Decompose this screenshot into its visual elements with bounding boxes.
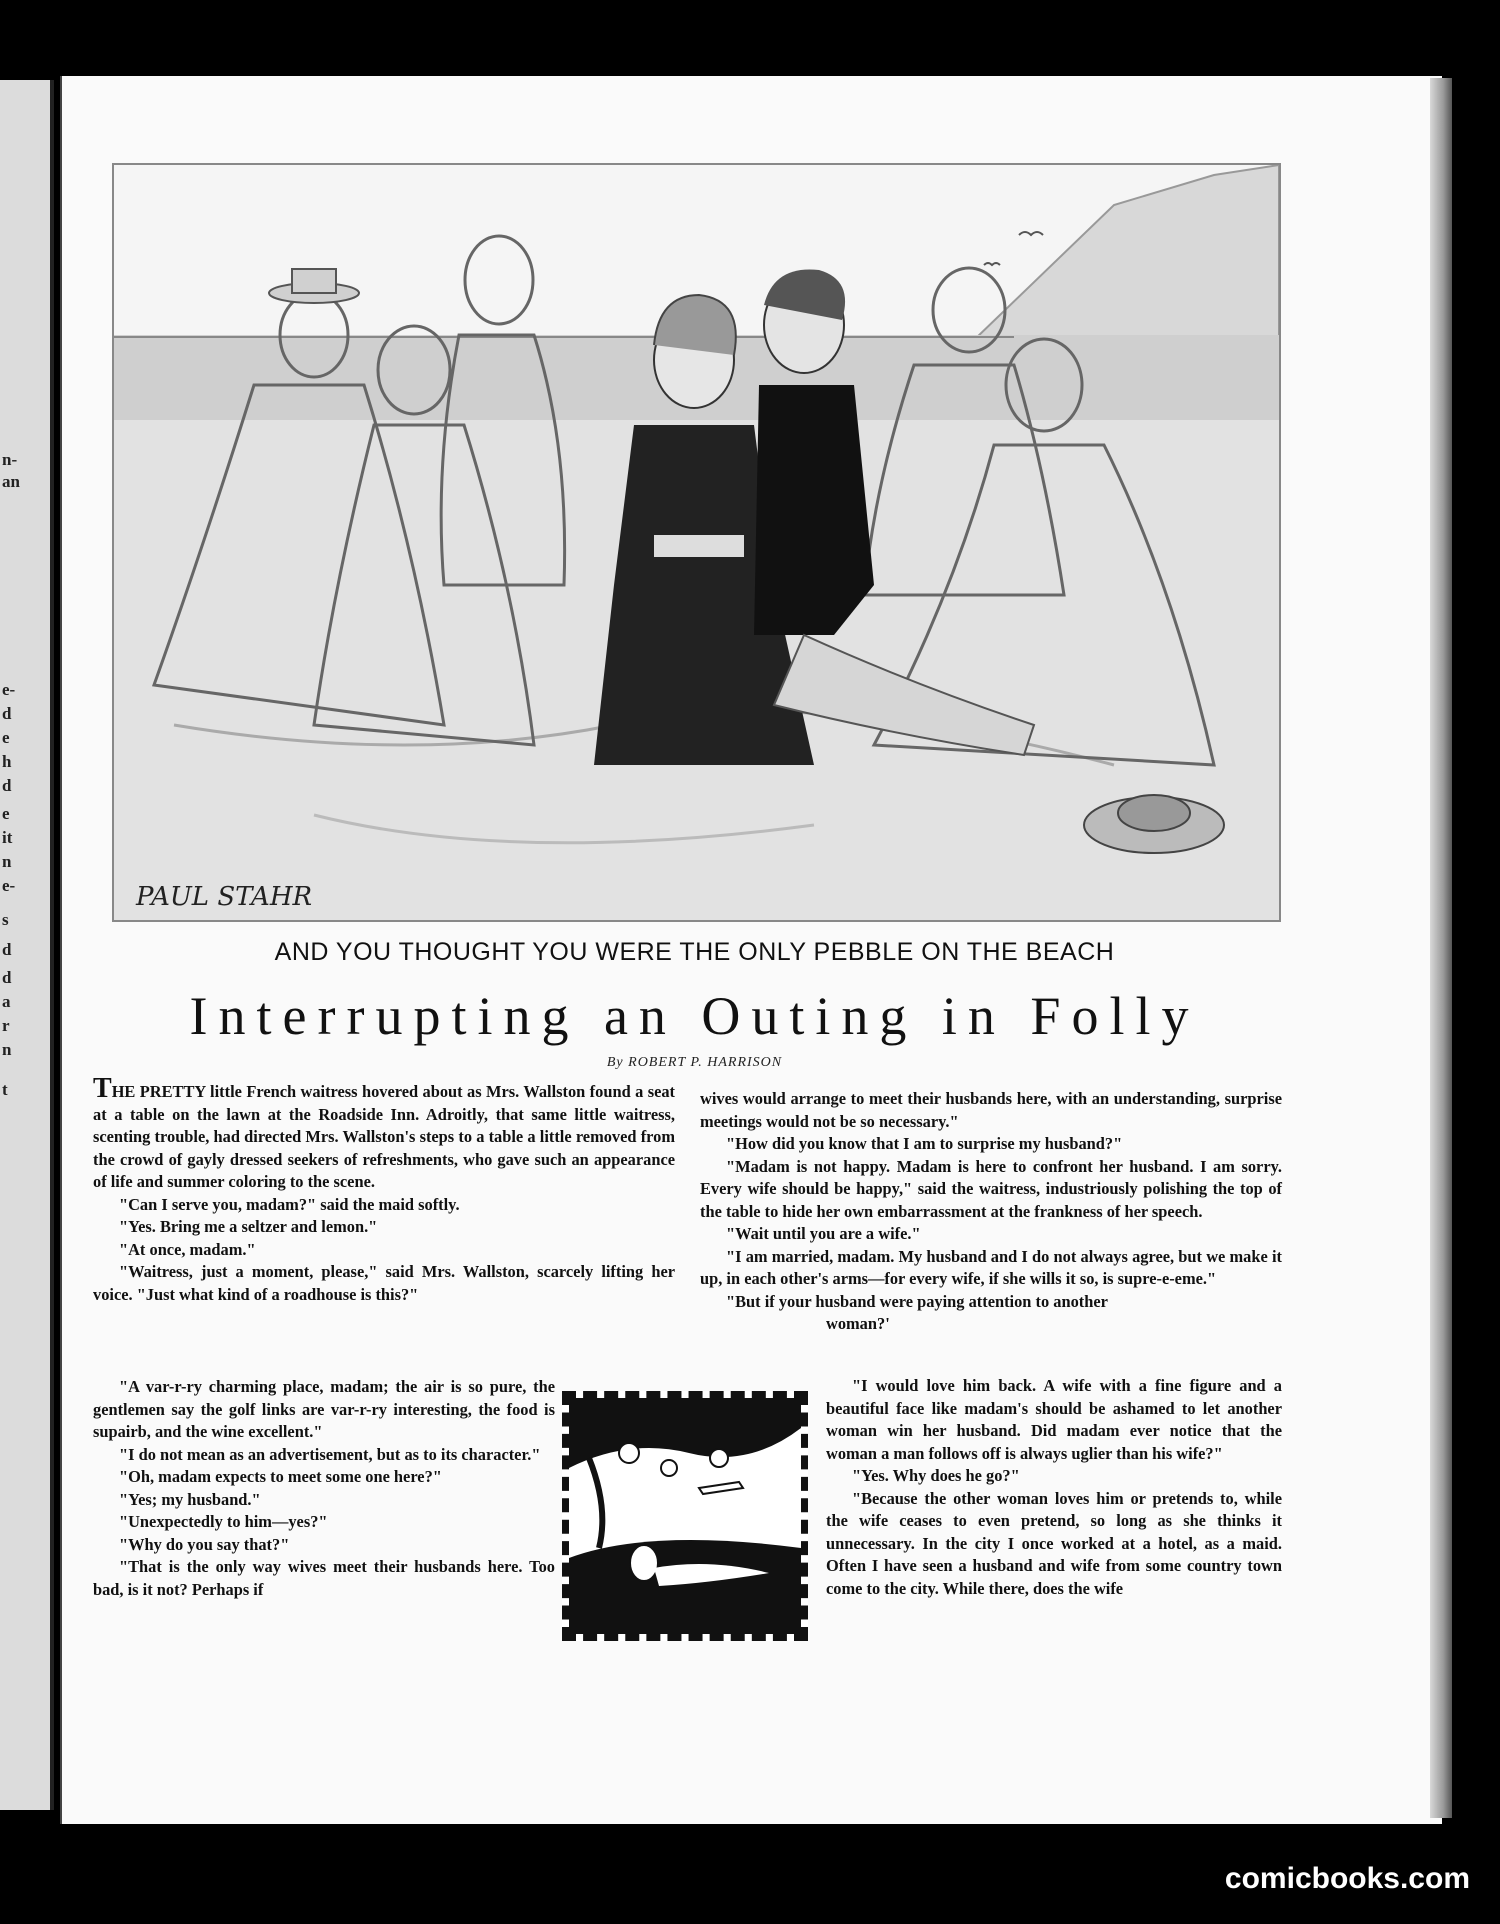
left-page-edge xyxy=(0,80,54,1810)
facing-page-fragment: t xyxy=(2,1080,8,1099)
article-paragraph: "I do not mean as an advertisement, but as to its character." xyxy=(119,1444,541,1464)
article-paragraph: "Madam is not happy. Madam is here to confront her husband. I am sorry. Every wife should be happy," said the waitress, industriously polishing the top of the table to hide her own embarrassment at the frankness of her speech. xyxy=(700,1156,1282,1221)
article-paragraph: "But if your husband were paying attention to another xyxy=(726,1291,1108,1311)
facing-page-fragment: d xyxy=(2,704,12,723)
article-column-left xyxy=(93,1073,675,1306)
article-paragraph: "Wait until you are a wife." xyxy=(726,1224,921,1243)
article-paragraph: "Because the other woman loves him or pretends to, while the wife ceases to even pretend, so long as she thinks it unnecessary. In the city I once worked at a hotel, as a maid. Often I have seen a husband and wife from some country town come to the city. While there, does the wife xyxy=(826,1488,1282,1598)
decorative-vignette xyxy=(562,1391,808,1641)
article-paragraph: "A var-r-ry charming place, madam; the air is so pure, the gentlemen say the golf links are var-r-ry interesting, the food is supairb, and the wine excellent." xyxy=(93,1377,555,1441)
facing-page-fragment: d xyxy=(2,968,12,987)
site-watermark: comicbooks.com xyxy=(1224,1862,1470,1895)
facing-page-fragment: h xyxy=(2,752,12,771)
tree-reclining-figure-icon xyxy=(569,1398,801,1634)
facing-page-fragment: e xyxy=(2,728,10,747)
article-byline: By ROBERT P. HARRISON xyxy=(606,1055,783,1070)
article-paragraph: "Yes; my husband." xyxy=(119,1489,261,1509)
facing-page-fragment: n- xyxy=(2,450,18,469)
article-paragraph: "That is the only way wives meet their husbands here. Too bad, is it not? Perhaps if xyxy=(93,1557,555,1599)
facing-page-fragment: e- xyxy=(2,680,16,699)
facing-page-fragment: s xyxy=(2,910,9,929)
page-edge-right xyxy=(1430,78,1452,1818)
article-headline: Interrupting an Outing in Folly xyxy=(189,986,1200,1046)
facing-page-fragment: it xyxy=(2,828,13,847)
facing-page-fragment: an xyxy=(2,472,20,491)
article-paragraph: "Yes. Why does he go?" xyxy=(852,1466,1020,1485)
facing-page-fragment: d xyxy=(2,940,12,959)
facing-page-fragment: n xyxy=(2,1040,12,1059)
article-paragraph: "Yes. Bring me a seltzer and lemon." xyxy=(119,1217,378,1236)
article-paragraph: "How did you know that I am to surprise my husband?" xyxy=(726,1134,1123,1153)
facing-page-fragment: e- xyxy=(2,876,16,895)
facing-page-fragment: e xyxy=(2,804,10,823)
facing-page-fragment: d xyxy=(2,776,12,795)
article-paragraph: "Oh, madam expects to meet some one here?" xyxy=(119,1467,442,1486)
article-paragraph: woman?' xyxy=(826,1314,890,1333)
article-paragraph: "Why do you say that?" xyxy=(119,1534,290,1554)
article-paragraph: wives would arrange to meet their husbands here, with an understanding, surprise meetings would not be so necessary." xyxy=(700,1089,1282,1131)
facing-page-fragment: n xyxy=(2,852,12,871)
article-column-right-lower xyxy=(826,1375,1282,1600)
beach-illustration xyxy=(112,163,1281,922)
article-paragraph: "Unexpectedly to him—yes?" xyxy=(119,1512,328,1531)
beach-scene-icon xyxy=(114,165,1279,920)
illustration-caption: AND YOU THOUGHT YOU WERE THE ONLY PEBBLE ON THE BEACH xyxy=(274,938,1115,966)
facing-page-fragment: a xyxy=(2,992,11,1011)
article-column-right xyxy=(700,1088,1282,1336)
article-column-left-lower xyxy=(93,1376,555,1601)
artist-signature: PAUL STAHR xyxy=(136,882,313,912)
article-paragraph: "I would love him back. A wife with a fine figure and a beautiful face like madam's should be ashamed to let another woman win her husband. Did madam ever notice that the woman a man follows off is always uglier than his wife?" xyxy=(826,1376,1282,1463)
facing-page-fragment: r xyxy=(2,1016,10,1035)
article-paragraph: THE PRETTY little French waitress hovered about as Mrs. Wallston found a seat at a table on the lawn at the Roadside Inn. Adroitly, that same little waitress, scenting trouble, had directed Mrs. Wallston's steps to a table a little removed from the crowd of gayly dressed seekers of refreshments, who gave such an appearance of life and summer coloring to the scene. xyxy=(93,1073,675,1191)
article-paragraph: "Waitress, just a moment, please," said Mrs. Wallston, scarcely lifting her voice. "Just what kind of a roadhouse is this?" xyxy=(93,1262,675,1304)
article-paragraph: "At once, madam." xyxy=(119,1239,256,1259)
article-paragraph: "Can I serve you, madam?" said the maid softly. xyxy=(119,1194,460,1214)
article-paragraph: "I am married, madam. My husband and I do not always agree, but we make it up, in each other's arms—for every wife, if she wills it so, is supre-e-eme." xyxy=(700,1246,1282,1288)
